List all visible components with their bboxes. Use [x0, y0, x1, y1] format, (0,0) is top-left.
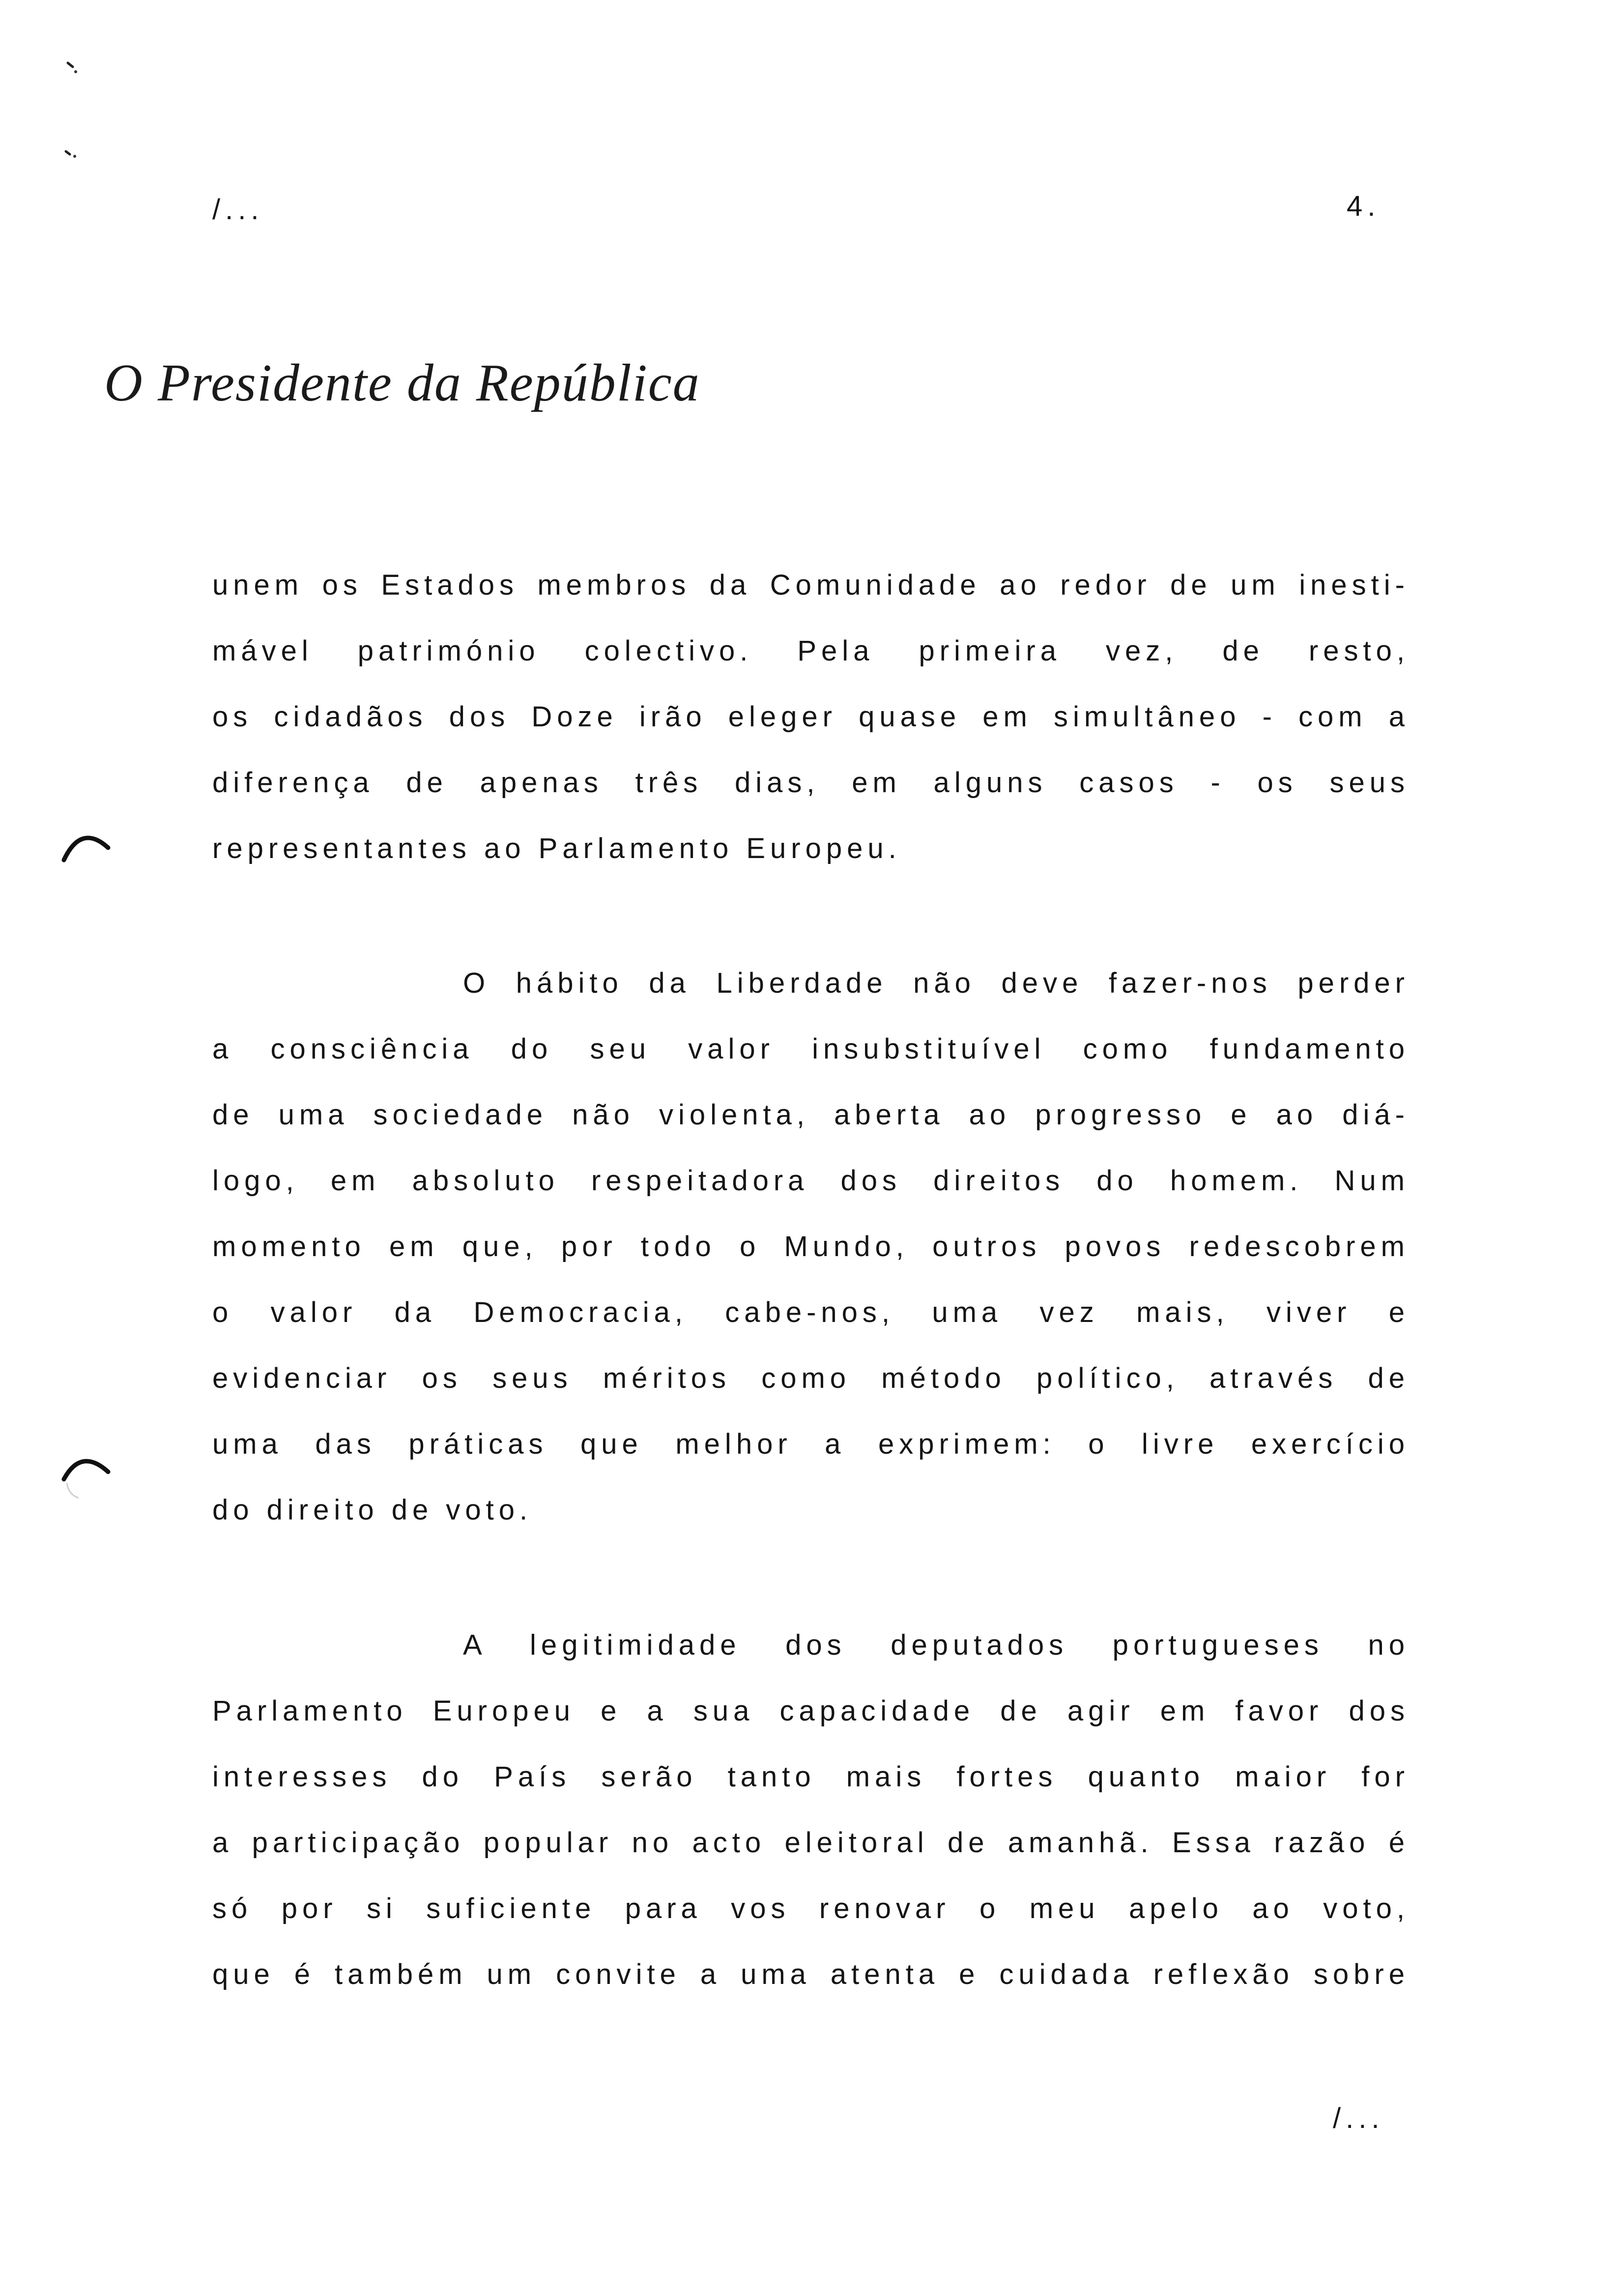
paragraph	[212, 950, 1410, 1543]
punch-hole-mark	[59, 826, 113, 865]
text-line: interesses do País serão tanto mais fortes quanto maior for	[212, 1761, 1410, 1793]
text-line: A legitimidade dos deputados portugueses no	[463, 1629, 1410, 1661]
text-line: Parlamento Europeu e a sua capacidade de agir em favor dos	[212, 1695, 1410, 1727]
page-number: 4.	[1347, 190, 1381, 222]
text-line: o valor da Democracia, cabe-nos, uma vez mais, viver e	[212, 1296, 1410, 1328]
paragraph	[212, 1612, 1410, 2008]
text-line: momento em que, por todo o Mundo, outros povos redescobrem	[212, 1231, 1410, 1263]
text-line: unem os Estados membros da Comunidade ao redor de um inesti-	[212, 569, 1410, 601]
paragraph	[212, 552, 1410, 882]
text-line: diferença de apenas três dias, em alguns casos - os seus	[212, 767, 1410, 799]
continuation-mark-bottom: /...	[1333, 2102, 1384, 2134]
text-line: evidenciar os seus méritos como método político, através de	[212, 1362, 1410, 1394]
text-line: logo, em absoluto respeitadora dos direitos do homem. Num	[212, 1165, 1410, 1197]
text-line: mável património colectivo. Pela primeira vez, de resto,	[212, 635, 1410, 667]
text-line: uma das práticas que melhor a exprimem: o livre exercício	[212, 1428, 1410, 1460]
text-line: os cidadãos dos Doze irão eleger quase em simultâneo - com a	[212, 701, 1410, 733]
scan-speck	[63, 147, 83, 162]
text-line: do direito de voto.	[212, 1494, 533, 1526]
punch-hole-mark	[59, 1450, 113, 1504]
text-line: de uma sociedade não violenta, aberta ao progresso e ao diá-	[212, 1099, 1410, 1131]
text-line: só por si suficiente para vos renovar o meu apelo ao voto,	[212, 1893, 1410, 1924]
text-line: a participação popular no acto eleitoral de amanhã. Essa razão é	[212, 1827, 1410, 1859]
scan-speck	[64, 59, 84, 79]
text-line: que é também um convite a uma atenta e cuidada reflexão sobre	[212, 1958, 1410, 1990]
continuation-mark-top: /...	[212, 194, 264, 226]
letterhead-title: O Presidente da República	[104, 354, 700, 412]
text-line: O hábito da Liberdade não deve fazer-nos perder	[463, 967, 1410, 999]
text-line: representantes ao Parlamento Europeu.	[212, 832, 901, 864]
text-line: a consciência do seu valor insubstituível como fundamento	[212, 1033, 1410, 1065]
